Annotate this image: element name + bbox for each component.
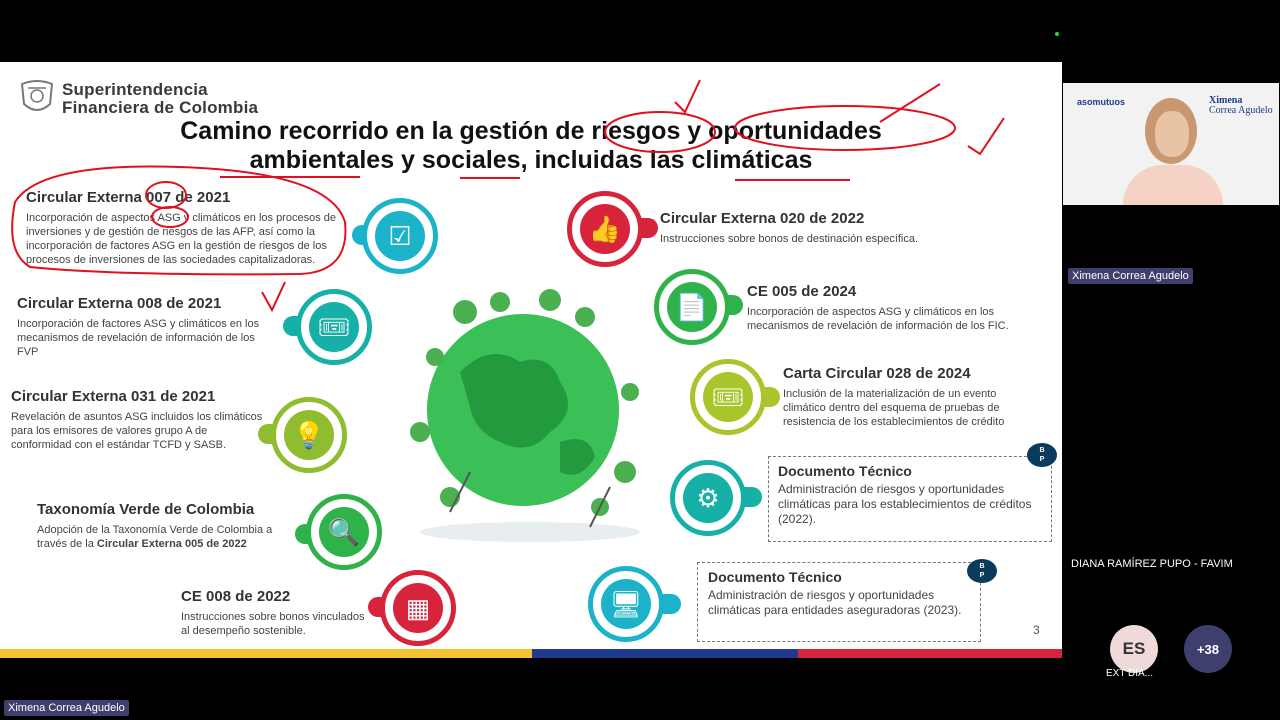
item-title: Circular Externa 031 de 2021 <box>11 388 216 405</box>
document-search-icon: 🔍 <box>306 494 382 570</box>
left-item-3 <box>11 388 267 452</box>
item-desc: Revelación de asuntos ASG incluidos los climáticos para los emisores de valores grupo A de conformidad con el estándar TCFD y SASB. <box>11 411 263 451</box>
item-desc: Incorporación de factores ASG y climáticos en los mecanismos de revelación de información de los FVP <box>17 318 260 358</box>
clipboard-checklist-icon: ☑ <box>362 198 438 274</box>
item-title: Documento Técnico <box>708 569 842 585</box>
thumbs-up-icon: 👍 <box>567 191 643 267</box>
speaker-video-tile[interactable] <box>1063 83 1279 205</box>
bp-badge: B P <box>1027 443 1057 467</box>
page-number: 3 <box>1033 623 1040 637</box>
item-desc: Administración de riesgos y oportunidades climáticas para entidades aseguradoras (2023). <box>708 588 962 617</box>
item-title: Taxonomía Verde de Colombia <box>37 501 255 518</box>
item-title: Carta Circular 028 de 2024 <box>783 365 971 382</box>
lightbulb-icon: 💡 <box>271 397 347 473</box>
item-desc: Instrucciones sobre bonos de destinación específica. <box>660 233 919 245</box>
more-participants-button[interactable]: +38 <box>1184 625 1232 673</box>
logo-text: Superintendencia Financiera de Colombia <box>62 80 259 117</box>
presentation-icon: ▦ <box>380 570 456 646</box>
item-desc: Instrucciones sobre bonos vinculados al desempeño sostenible. <box>181 611 365 637</box>
slide-title-line1: Camino recorrido en la gestión de riesgos y oportunidades <box>180 117 882 145</box>
slide-footer-bar <box>0 649 1062 658</box>
ticket-icon: 🎟 <box>296 289 372 365</box>
technical-document-box-1 <box>768 456 1052 542</box>
item-desc: Adopción de la Taxonomía Verde de Colombia a través de la Circular Externa 005 de 2022 <box>37 524 273 550</box>
brand-logo: asomutuos <box>1077 97 1126 107</box>
participant-avatar[interactable]: ES <box>1110 625 1158 673</box>
left-item-5 <box>181 588 371 638</box>
other-participant-name: DIANA RAMÍREZ PUPO - FAVIM <box>1071 558 1233 570</box>
item-title: Circular Externa 008 de 2021 <box>17 295 222 312</box>
monitor-chart-icon: 🖥 <box>588 566 664 642</box>
bottom-speaker-label: Ximena Correa Agudelo <box>4 700 129 716</box>
item-title: Documento Técnico <box>778 463 912 479</box>
document-hand-icon: 📄 <box>654 269 730 345</box>
right-item-3 <box>783 365 1023 429</box>
left-item-4 <box>37 501 287 551</box>
pen-annotations <box>0 62 1062 362</box>
network-icon: ⚙ <box>670 460 746 536</box>
tile-name: Ximena Correa Agudelo <box>1209 95 1273 116</box>
presentation-slide <box>0 62 1062 658</box>
bp-badge: B P <box>967 559 997 583</box>
item-title: Circular Externa 020 de 2022 <box>660 210 865 227</box>
speaker-face <box>1155 111 1189 157</box>
item-desc: Inclusión de la materialización de un evento climático dentro del esquema de pruebas de resistencia de los establecimientos de crédito <box>783 388 1005 428</box>
item-title: CE 005 de 2024 <box>747 283 857 300</box>
technical-document-box-2 <box>697 562 981 642</box>
ticket-icon: 🎟 <box>690 359 766 435</box>
speaker-body <box>1123 165 1223 205</box>
item-desc: Administración de riesgos y oportunidades climáticas para los establecimientos de créditos (2022). <box>778 482 1032 526</box>
avatar-label: EXT DIA... <box>1106 668 1154 679</box>
item-desc: Incorporación de aspectos ASG y climáticos en los mecanismos de revelación de información de los FIC. <box>747 306 1009 332</box>
green-status-dot <box>1055 32 1059 36</box>
item-desc: Incorporación de aspectos ASG y climáticos en los procesos de inversiones y de gestión de riesgos de las AFP, así como la incorporación de factores ASG en la gestión de riesgos de los procesos de inversiones de las sociedades capitalizadoras. <box>26 212 336 266</box>
speaker-name-label: Ximena Correa Agudelo <box>1068 268 1193 284</box>
item-title: CE 008 de 2022 <box>181 588 291 605</box>
slide-title-line2: ambientales y sociales, incluidas las climáticas <box>249 146 813 174</box>
item-title: Circular Externa 007 de 2021 <box>26 189 231 206</box>
